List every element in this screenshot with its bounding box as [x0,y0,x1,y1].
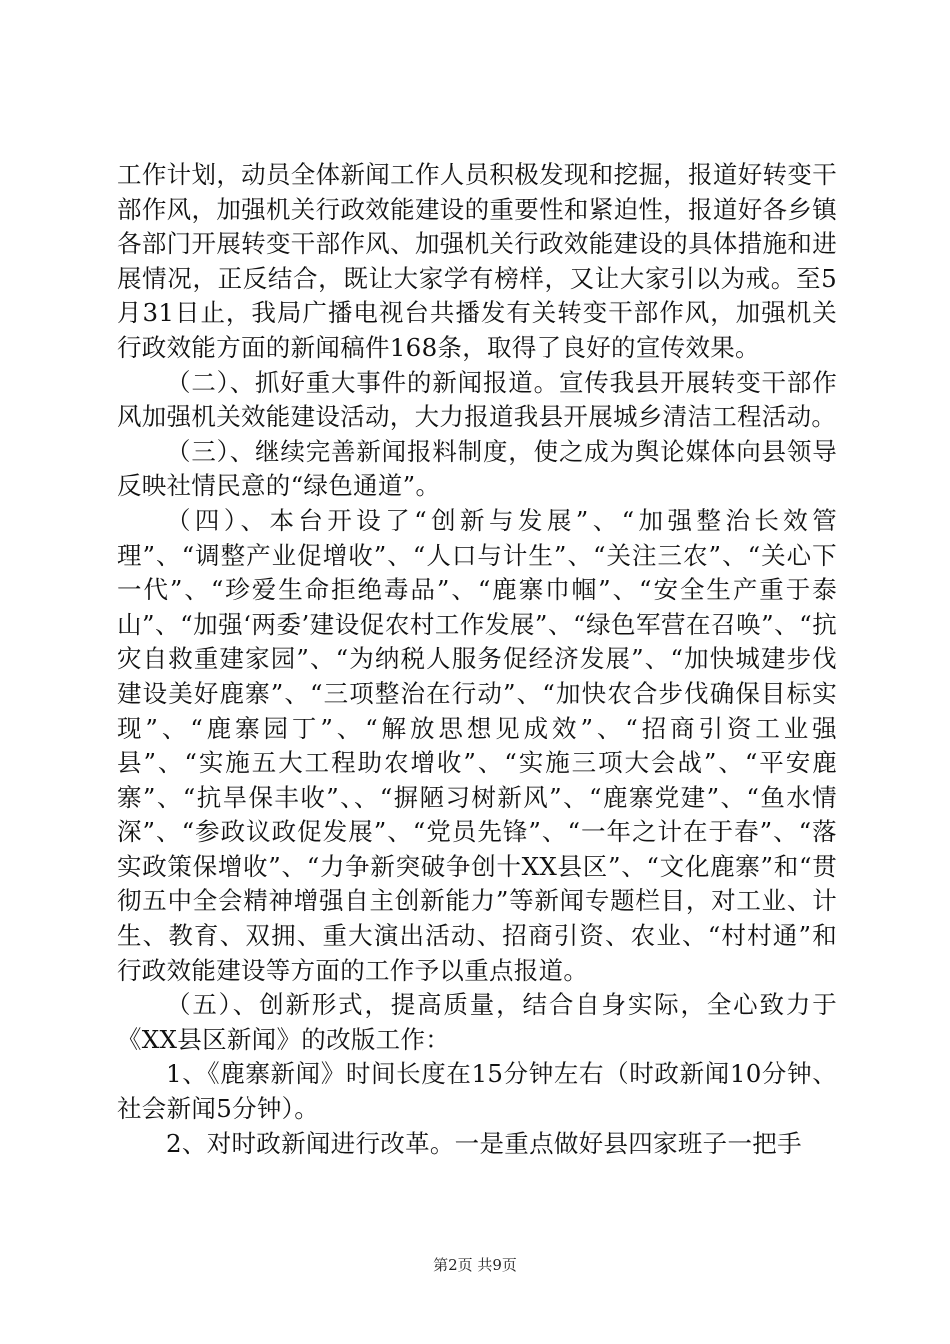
paragraph-continuation: 工作计划，动员全体新闻工作人员积极发现和挖掘，报道好转变干部作风，加强机关行政效能建设的重要性和紧迫性，报道好各乡镇各部门开展转变干部作风、加强机关行政效能建设的具体措施和进展情况，正反结合，既让大家学有榜样，又让大家引以为戒。至5月31日止，我局广播电视台共播发有关转变干部作风，加强机关行政效能方面的新闻稿件168条，取得了良好的宣传效果。 [117,160,837,362]
paragraph-item-1: 1、《鹿寨新闻》时间长度在15分钟左右（时政新闻10分钟、社会新闻5分钟）。 [117,1059,837,1124]
page-footer: 第2页 共9页 [433,1256,517,1274]
paragraph-section-4: （四）、本台开设了“创新与发展”、“加强整治长效管理”、“调整产业促增收”、“人口与计生”、“关注三农”、“关心下一代”、“珍爱生命拒绝毒品”、“鹿寨巾帼”、“安全生产重于泰山”、“加强‘两委’建设促农村工作发展”、“绿色军营在召唤”、“抗灾自救重建家园”、“为纳税人服务促经济发展”、“加快城建步伐建设美好鹿寨”、“三项整治在行动”、“加快农合步伐确保目标实现”、“鹿寨园丁”、“解放思想见成效”、“招商引资工业强县”、“实施五大工程助农增收”、“实施三项大会战”、“平安鹿寨”、“抗旱保丰收”、、“摒陋习树新风”、“鹿寨党建”、“鱼水情深”、“参政议政促发展”、“党员先锋”、“一年之计在于春”、“落实政策保增收”、“力争新突破争创十XX县区”、“文化鹿寨”和“贯彻五中全会精神增强自主创新能力”等新闻专题栏目，对工业、计生、教育、双拥、重大演出活动、招商引资、农业、“村村通”和行政效能建设等方面的工作予以重点报道。 [117,505,837,985]
paragraph-section-5: （五）、创新形式，提高质量，结合自身实际，全心致力于《XX县区新闻》的改版工作： [117,990,837,1054]
paragraph-section-2: （二）、抓好重大事件的新闻报道。宣传我县开展转变干部作风加强机关效能建设活动，大力报道我县开展城乡清洁工程活动。 [117,367,837,432]
paragraph-item-2: 2、对时政新闻进行改革。一是重点做好县四家班子一把手 [166,1128,802,1158]
document-body [117,158,837,1161]
paragraph-section-3: （三）、继续完善新闻报料制度，使之成为舆论媒体向县领导反映社情民意的“绿色通道”。 [117,436,837,501]
